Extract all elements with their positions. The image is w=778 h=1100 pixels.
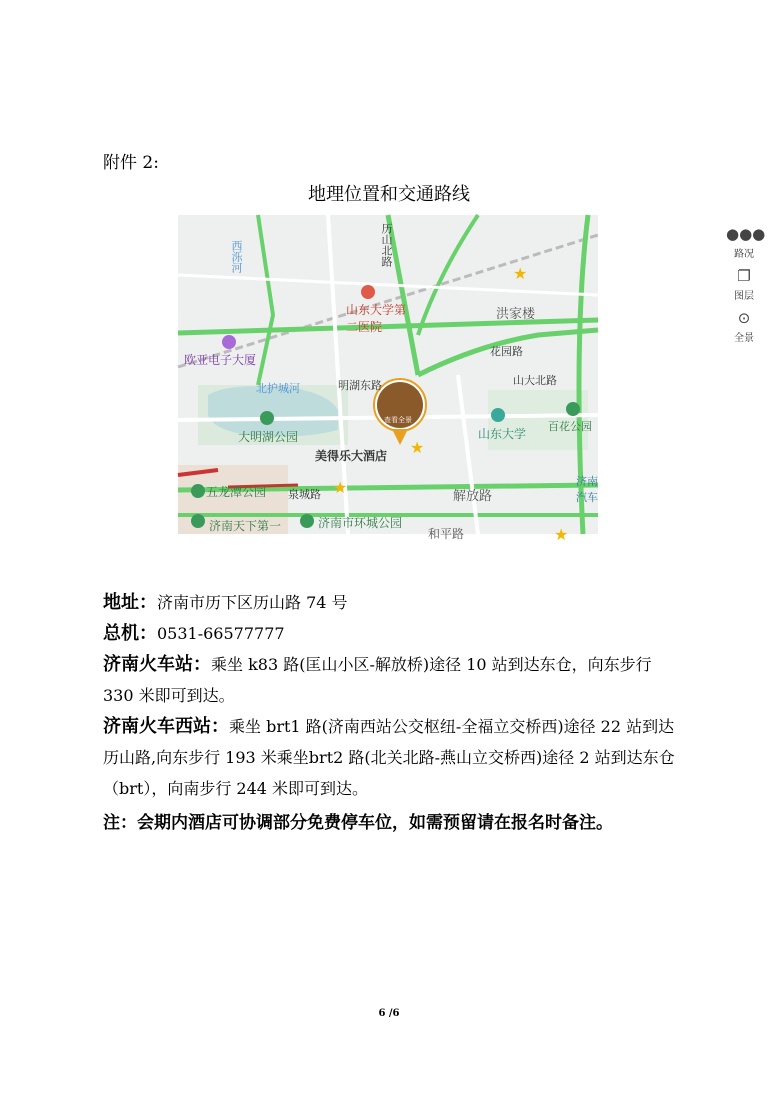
layers-icon: ❐ bbox=[737, 267, 751, 285]
map-label-beihucheng: 北护城河 bbox=[256, 382, 300, 395]
address-text: 济南市历下区历山路 74 号 bbox=[157, 593, 348, 612]
map-label-shanda: 山东大学 bbox=[478, 427, 527, 441]
parking-note: 注：会期内酒店可协调部分免费停车位，如需预留请在报名时备注。 bbox=[103, 813, 613, 833]
station-label: 济南火车站： bbox=[103, 654, 211, 675]
phone-text: 0531-66577777 bbox=[157, 624, 285, 643]
map-label-hospital: 山东大学第二医院 bbox=[346, 303, 407, 334]
location-pin-icon: ⊙ bbox=[737, 309, 751, 327]
map-label-xi-lake: 西泺河 bbox=[230, 240, 243, 273]
map-label-quancheng: 泉城路 bbox=[288, 488, 321, 501]
map-label-huayuan: 花园路 bbox=[490, 345, 523, 358]
map-control-traffic[interactable]: ●●● 路况 bbox=[726, 223, 762, 263]
address-line bbox=[103, 587, 683, 618]
map-label-jinan-station: 济南汽车 bbox=[576, 475, 598, 504]
map-label-heping: 和平路 bbox=[428, 527, 465, 541]
svg-text:★: ★ bbox=[513, 264, 528, 283]
map-control-layers[interactable]: ❐ 图层 bbox=[726, 265, 762, 305]
west-station-directions bbox=[103, 711, 683, 804]
station-directions bbox=[103, 649, 683, 711]
map-label-lishan-north: 历山北路 bbox=[380, 223, 393, 267]
traffic-icon: ●●● bbox=[726, 225, 766, 243]
map-label-huancheng: 济南市环城公园 bbox=[318, 516, 403, 530]
svg-text:★: ★ bbox=[410, 438, 425, 457]
map-label-panorama[interactable]: 查看全景 bbox=[384, 416, 412, 424]
page-number: 6 /6 bbox=[378, 1008, 400, 1019]
map-label-daminghu: 大明湖公园 bbox=[238, 430, 299, 444]
phone-label: 总机： bbox=[103, 623, 157, 644]
map-label-jiefang: 解放路 bbox=[453, 489, 493, 504]
west-station-label: 济南火车西站： bbox=[103, 716, 229, 737]
svg-text:★: ★ bbox=[333, 478, 348, 497]
map-label-wulongtan: 五龙潭公园 bbox=[206, 485, 267, 499]
map-label-mingshu: 明湖东路 bbox=[338, 379, 382, 392]
svg-text:★: ★ bbox=[554, 525, 569, 544]
map-label-shanda-north: 山大北路 bbox=[513, 374, 557, 387]
map-label-tianxia: 济南天下第一 bbox=[209, 519, 282, 533]
section-title: 地理位置和交通路线 bbox=[308, 184, 470, 205]
map-control-panorama[interactable]: ⊙ 全景 bbox=[726, 307, 762, 347]
station-text: 乘坐 k83 路(匡山小区-解放桥)途径 10 站到达东仓，向东步行 330 米即可到达。 bbox=[103, 655, 652, 705]
west-station-text: 乘坐 brt1 路(济南西站公交枢纽-全福立交桥西)途径 22 站到达历山路,向东步行 193 米乘坐brt2 路(北关北路-燕山立交桥西)途径 2 站到达东仓（brt），向南步行 244 米即可到达。 bbox=[103, 717, 675, 798]
map-label-hongjialou: 洪家楼 bbox=[496, 307, 536, 322]
attachment-label: 附件 2: bbox=[103, 153, 159, 173]
phone-line bbox=[103, 618, 683, 649]
location-map[interactable] bbox=[178, 215, 766, 544]
map-label-baihua: 百花公园 bbox=[548, 420, 592, 433]
map-label-hotel[interactable]: 美得乐大酒店 bbox=[315, 449, 388, 463]
address-label: 地址： bbox=[103, 592, 157, 613]
map-label-ouya: 欧亚电子大厦 bbox=[184, 353, 257, 367]
